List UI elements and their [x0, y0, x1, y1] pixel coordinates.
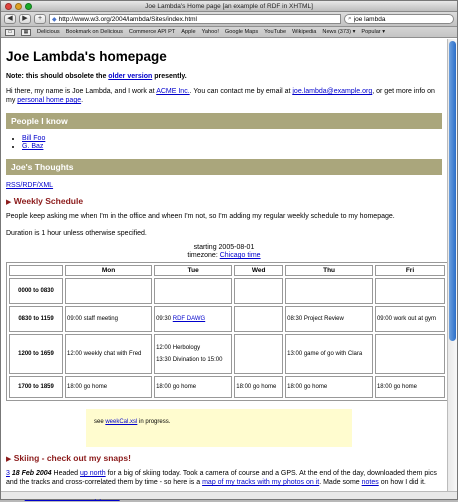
vertical-scrollbar[interactable]: [447, 39, 457, 491]
progress-note-box: [86, 409, 352, 447]
duration-text: Duration is 1 hour unless otherwise specified.: [6, 230, 147, 237]
rdf-dawg-link[interactable]: RDF DAWG: [172, 316, 206, 322]
schedule-cell: 18:00 go home: [65, 376, 152, 398]
back-arrow-icon: ◀: [7, 15, 13, 22]
forward-arrow-icon: ▶: [22, 15, 28, 22]
list-item: [22, 143, 442, 151]
schedule-cell: [234, 334, 283, 374]
schedule-caption: [6, 244, 442, 260]
bookmark-item[interactable]: Delicious: [37, 29, 60, 35]
bookmark-label: Popular: [361, 29, 381, 35]
title-bar: [1, 1, 457, 12]
triangle-right-icon: ▶: [6, 199, 12, 206]
table-row: [9, 334, 445, 374]
scroll-thumb[interactable]: [449, 41, 456, 341]
time-slot: 0830 to 1159: [9, 306, 63, 332]
schedule-cell: [285, 278, 373, 304]
heading-text: Weekly Schedule: [13, 196, 84, 206]
table-header-day: Thu: [285, 265, 373, 276]
person-link[interactable]: G. Baz: [22, 143, 44, 150]
bookmark-item[interactable]: Commerce API PT: [128, 29, 176, 35]
bookmark-item[interactable]: YouTube: [264, 29, 287, 35]
people-section-heading: People I know: [6, 113, 442, 129]
table-header-row: [9, 265, 445, 276]
weekly-text: People keep asking me when I'm in the office and wheen I'm not, so I'm adding my regular weekly schedule to my homepage.: [6, 213, 395, 220]
site-icon: ◆: [52, 16, 57, 23]
thoughts-section-heading: Joe's Thoughts: [6, 159, 442, 175]
window-controls: [5, 3, 32, 10]
window-title: Joe Lambda's Home page [an example of RDF in XHTML]: [145, 3, 313, 10]
note-text: Note: this should obsolete the: [6, 73, 109, 80]
schedule-cell: 13:00 game of go with Clara: [285, 334, 373, 374]
older-version-link[interactable]: older version: [108, 73, 153, 80]
obsolete-note: [6, 72, 442, 81]
address-bar[interactable]: [49, 14, 341, 24]
table-header-day: Fri: [375, 265, 445, 276]
page-content: [1, 39, 447, 491]
entry-text: for a big of skiing today. Took a camera of course and a GPS. At the end of the day, downloaded them pics and the tracks and cross-correlated them by time - so here is a: [6, 470, 437, 486]
page-title: Joe Lambda's homepage: [6, 49, 167, 64]
email-link[interactable]: joe.lambda@example.org: [292, 88, 373, 95]
note-text: presently.: [152, 73, 187, 80]
grid-icon[interactable]: ▦: [21, 29, 31, 36]
book-icon[interactable]: ▭: [5, 29, 15, 36]
time-slot: 0000 to 0830: [9, 278, 63, 304]
schedule-cell: 18:00 go home: [375, 376, 445, 398]
table-header-day: Wed: [234, 265, 283, 276]
intro-paragraph: [6, 87, 442, 105]
timezone-label: timezone:: [187, 252, 220, 259]
navigation-toolbar: [1, 12, 457, 27]
schedule-cell: 09:00 work out at gym: [375, 306, 445, 332]
schedule-cell: [154, 278, 232, 304]
bookmark-item[interactable]: [361, 29, 385, 35]
timezone-link[interactable]: Chicago time: [219, 252, 261, 259]
schedule-cell: [65, 278, 152, 304]
chevron-down-icon: ▾: [352, 29, 356, 35]
entry-text: on how I did it.: [378, 479, 426, 486]
table-header-blank: [9, 265, 63, 276]
people-list: [6, 135, 442, 151]
minimize-window-button[interactable]: [15, 3, 22, 10]
intro-text: , or get more info on my: [6, 88, 435, 104]
notes-link[interactable]: notes: [361, 479, 379, 486]
schedule-cell: 08:30 Project Review: [285, 306, 373, 332]
bookmarks-bar: [1, 27, 457, 38]
schedule-cell: [234, 306, 283, 332]
schedule-cell: 12:00 weekly chat with Fred: [65, 334, 152, 374]
schedule-cell: 18:00 go home: [285, 376, 373, 398]
cell-text: 09:30: [156, 316, 173, 322]
table-row: [9, 376, 445, 398]
add-bookmark-button[interactable]: [34, 14, 46, 24]
heading-text: Skiing - check out my snaps!: [13, 453, 131, 463]
timezone-line: [6, 252, 442, 260]
schedule-cell: 09:00 staff meeting: [65, 306, 152, 332]
intro-text: . You can contact me by email at: [189, 88, 293, 95]
schedule-cell: 18:00 go home: [234, 376, 283, 398]
bookmark-item[interactable]: Wikipedia: [292, 29, 317, 35]
search-icon: ⌕: [348, 15, 352, 22]
time-slot: 1700 to 1859: [9, 376, 63, 398]
back-button[interactable]: [4, 14, 16, 24]
note-box-text: in progress.: [137, 419, 171, 425]
table-row: [9, 278, 445, 304]
skiing-paragraph: [6, 469, 442, 487]
schedule-cell: [234, 278, 283, 304]
horizontal-scrollbar[interactable]: [1, 491, 457, 499]
bookmark-item[interactable]: Google Maps: [224, 29, 259, 35]
weekcal-link[interactable]: weekCal.xsl: [105, 419, 138, 425]
weekly-schedule-heading: [6, 196, 442, 206]
intro-text: Hi there, my name is Joe Lambda, and I work at: [6, 88, 157, 95]
bookmark-item[interactable]: Yahoo!: [201, 29, 219, 35]
table-header-day: Mon: [65, 265, 152, 276]
person-link[interactable]: Bill Foo: [22, 135, 46, 142]
zoom-window-button[interactable]: [25, 3, 32, 10]
entry-number-link[interactable]: 3: [6, 470, 10, 477]
chevron-down-icon: ▾: [382, 29, 386, 35]
entry-text: . Made some: [319, 479, 362, 486]
search-input[interactable]: [354, 16, 450, 23]
close-window-button[interactable]: [5, 3, 12, 10]
up-north-link[interactable]: up north: [79, 470, 106, 477]
bookmark-item[interactable]: [322, 29, 355, 35]
forward-button[interactable]: [19, 14, 31, 24]
url-input[interactable]: [59, 16, 338, 23]
personal-homepage-link[interactable]: personal home page: [17, 97, 82, 104]
schedule-cell: [375, 334, 445, 374]
schedule-cell: 18:00 go home: [154, 376, 232, 398]
tracks-map-link[interactable]: map of my tracks with my photos on it: [202, 479, 320, 486]
triangle-right-icon: ▶: [6, 456, 12, 463]
starting-date: starting 2005-08-01: [193, 244, 255, 251]
list-item: [22, 135, 442, 143]
search-bar[interactable]: [344, 14, 454, 24]
bookmark-item[interactable]: Bookmark on Delicious: [65, 29, 123, 35]
schedule-cell: [154, 306, 232, 332]
schedule-table: [6, 262, 448, 401]
entry-text: Headed: [51, 470, 80, 477]
entry-date: 18 Feb 2004: [11, 470, 52, 477]
schedule-cell: [375, 278, 445, 304]
table-row: [9, 306, 445, 332]
note-box-text: see: [94, 419, 106, 425]
table-header-day: Tue: [154, 265, 232, 276]
skiing-heading: [6, 453, 442, 463]
time-slot: 1200 to 1659: [9, 334, 63, 374]
bookmark-label: News (373): [322, 29, 352, 35]
rss-link[interactable]: RSS/RDF/XML: [6, 182, 54, 189]
bookmark-item[interactable]: Apple: [181, 29, 196, 35]
acme-link[interactable]: ACME Inc.: [156, 88, 190, 95]
plus-icon: +: [37, 15, 43, 22]
schedule-cell: 12:00 Herbology 13:30 Divination to 15:00: [154, 334, 232, 374]
intro-text: .: [81, 97, 84, 104]
